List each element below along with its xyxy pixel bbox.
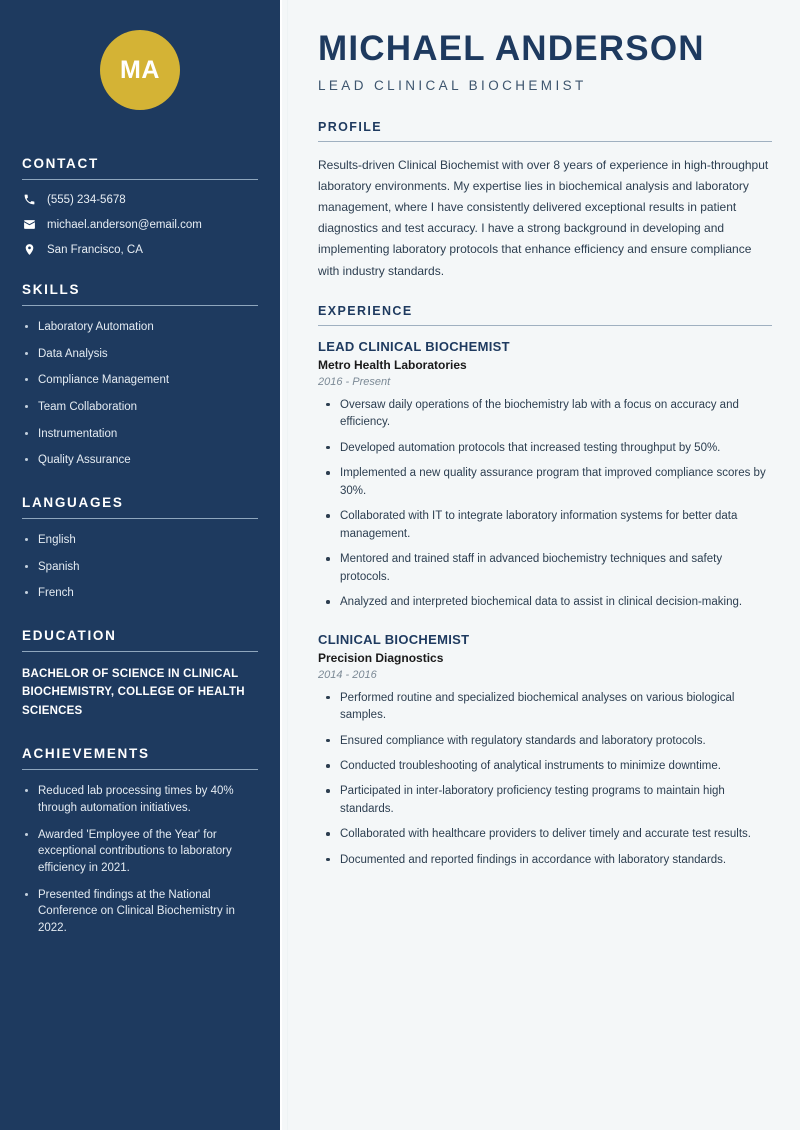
contact-item-phone[interactable] bbox=[22, 193, 258, 206]
profile-heading-rule bbox=[318, 141, 772, 142]
sidebar bbox=[0, 0, 280, 1130]
avatar-container bbox=[22, 0, 258, 156]
sidebar-section-languages bbox=[22, 495, 258, 602]
experience-heading: EXPERIENCE bbox=[318, 303, 413, 318]
location-pin-icon bbox=[22, 243, 36, 256]
list-item: Developed automation protocols that increased testing throughput by 50%. bbox=[318, 440, 772, 457]
list-item: Analyzed and interpreted biochemical data to assist in clinical decision-making. bbox=[318, 594, 772, 611]
list-item: Implemented a new quality assurance program that improved compliance scores by 30%. bbox=[318, 465, 772, 500]
list-item: Collaborated with healthcare providers to deliver timely and accurate test results. bbox=[318, 826, 772, 843]
main-content bbox=[288, 0, 800, 1130]
main-section-profile bbox=[318, 120, 772, 282]
experience-job-title: LEAD CLINICAL BIOCHEMIST bbox=[318, 338, 510, 354]
contact-heading: CONTACT bbox=[22, 156, 99, 171]
languages-list bbox=[22, 532, 258, 602]
achievements-list bbox=[22, 783, 258, 936]
page-title: MICHAEL ANDERSON bbox=[318, 29, 705, 68]
experience-company: Metro Health Laboratories bbox=[318, 357, 467, 372]
job-subtitle: LEAD CLINICAL BIOCHEMIST bbox=[318, 77, 587, 93]
list-item: French bbox=[22, 585, 258, 602]
contact-item-location[interactable] bbox=[22, 243, 258, 256]
education-degree: BACHELOR OF SCIENCE IN CLINICAL BIOCHEMISTRY, COLLEGE OF HEALTH SCIENCES bbox=[22, 668, 245, 717]
list-item: Presented findings at the National Conference on Clinical Biochemistry in 2022. bbox=[22, 887, 258, 937]
sidebar-divider bbox=[280, 0, 288, 1130]
experience-bullet-list bbox=[318, 690, 772, 870]
experience-company: Precision Diagnostics bbox=[318, 650, 444, 665]
envelope-icon bbox=[22, 218, 36, 231]
skills-heading: SKILLS bbox=[22, 282, 81, 297]
experience-bullet-list bbox=[318, 397, 772, 612]
contact-phone-value: (555) 234-5678 bbox=[47, 193, 126, 206]
list-item: Oversaw daily operations of the biochemistry lab with a focus on accuracy and efficiency. bbox=[318, 397, 772, 432]
education-heading-rule bbox=[22, 651, 258, 652]
list-item: Team Collaboration bbox=[22, 399, 258, 416]
profile-heading: PROFILE bbox=[318, 119, 382, 134]
profile-text: Results-driven Clinical Biochemist with over 8 years of experience in high-throughput laboratory environments. My expertise lies in biochemical analysis and laboratory management, where I have consistently delivered exceptional results in patient diagnostics and test accuracy. I have a strong background in developing and implementing laboratory protocols that enhance efficiency and ensure compliance with industry standards. bbox=[318, 157, 769, 278]
list-item: Quality Assurance bbox=[22, 452, 258, 469]
list-item: Compliance Management bbox=[22, 372, 258, 389]
list-item: Mentored and trained staff in advanced biochemistry techniques and safety protocols. bbox=[318, 551, 772, 586]
contact-item-email[interactable] bbox=[22, 218, 258, 231]
list-item: Collaborated with IT to integrate laboratory information systems for better data management. bbox=[318, 508, 772, 543]
list-item: Awarded 'Employee of the Year' for exceptional contributions to laboratory efficiency in 2021. bbox=[22, 827, 258, 877]
experience-heading-rule bbox=[318, 325, 772, 326]
list-item: Spanish bbox=[22, 559, 258, 576]
achievements-heading: ACHIEVEMENTS bbox=[22, 746, 150, 762]
skills-list bbox=[22, 319, 258, 469]
experience-job-title: CLINICAL BIOCHEMIST bbox=[318, 631, 470, 647]
list-item: Reduced lab processing times by 40% through automation initiatives. bbox=[22, 783, 258, 816]
phone-icon bbox=[22, 193, 36, 206]
list-item: Data Analysis bbox=[22, 346, 258, 363]
list-item: Instrumentation bbox=[22, 426, 258, 443]
sidebar-section-skills bbox=[22, 282, 258, 469]
experience-dates: 2016 - Present bbox=[318, 375, 391, 388]
sidebar-section-education bbox=[22, 628, 258, 720]
list-item: Ensured compliance with regulatory standards and laboratory protocols. bbox=[318, 733, 772, 750]
experience-entry bbox=[318, 632, 772, 870]
list-item: Performed routine and specialized biochemical analyses on various biological samples. bbox=[318, 690, 772, 725]
list-item: Conducted troubleshooting of analytical instruments to minimize downtime. bbox=[318, 758, 772, 775]
list-item: Participated in inter-laboratory proficiency testing programs to maintain high standards. bbox=[318, 783, 772, 818]
contact-location-value: San Francisco, CA bbox=[47, 243, 143, 256]
languages-heading: LANGUAGES bbox=[22, 495, 124, 511]
experience-dates: 2014 - 2016 bbox=[318, 668, 377, 681]
list-item: English bbox=[22, 532, 258, 549]
list-item: Documented and reported findings in accordance with laboratory standards. bbox=[318, 852, 772, 869]
education-heading: EDUCATION bbox=[22, 628, 117, 644]
list-item: Laboratory Automation bbox=[22, 319, 258, 336]
sidebar-section-achievements bbox=[22, 746, 258, 936]
skills-heading-rule bbox=[22, 305, 258, 306]
contact-heading-rule bbox=[22, 179, 258, 180]
achievements-heading-rule bbox=[22, 769, 258, 770]
languages-heading-rule bbox=[22, 518, 258, 519]
avatar: MA bbox=[100, 30, 180, 110]
contact-email-value: michael.anderson@email.com bbox=[47, 218, 202, 231]
sidebar-section-contact bbox=[22, 156, 258, 256]
experience-entry bbox=[318, 339, 772, 612]
main-section-experience bbox=[318, 304, 772, 869]
